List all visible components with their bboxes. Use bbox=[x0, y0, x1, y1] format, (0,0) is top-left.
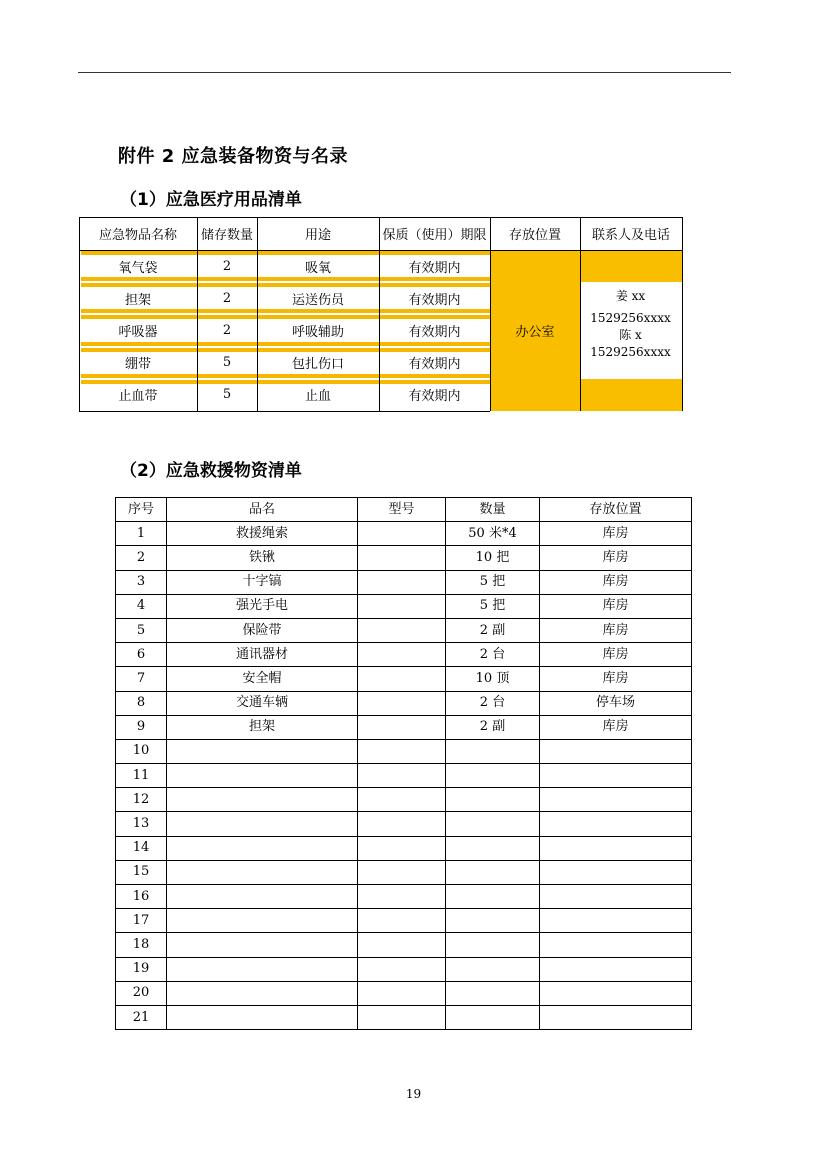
table-row bbox=[116, 957, 692, 981]
table2-cell bbox=[358, 739, 446, 763]
table1-header-cell: 联系人及电话 bbox=[591, 227, 670, 243]
table2-cell: 库房 bbox=[540, 594, 692, 618]
header-bottom-line bbox=[79, 250, 682, 251]
table2-cell bbox=[540, 788, 692, 812]
table1-cell: 吸氧 bbox=[304, 260, 331, 276]
table2-cell: 5 把 bbox=[446, 594, 540, 618]
table2-cell bbox=[358, 764, 446, 788]
table2-cell bbox=[358, 836, 446, 860]
table2-cell bbox=[446, 1005, 540, 1029]
table2-cell bbox=[446, 957, 540, 981]
table2-cell: 强光手电 bbox=[167, 594, 358, 618]
table2-cell: 8 bbox=[116, 691, 167, 715]
table1-header-cell: 保质（使用）期限 bbox=[382, 227, 487, 243]
table2-cell: 4 bbox=[116, 594, 167, 618]
table-row bbox=[116, 933, 692, 957]
table2-cell bbox=[167, 981, 358, 1005]
header-top-line bbox=[79, 217, 682, 218]
table2-cell: 停车场 bbox=[540, 691, 692, 715]
table2-cell: 存放位置 bbox=[540, 498, 692, 522]
table2-cell: 12 bbox=[116, 788, 167, 812]
table-row bbox=[116, 788, 692, 812]
table2-cell: 通讯器材 bbox=[167, 643, 358, 667]
table2-cell bbox=[540, 981, 692, 1005]
table1-cell: 绷带 bbox=[124, 357, 151, 373]
section1-heading: （1）应急医疗用品清单 bbox=[120, 190, 302, 210]
table2-cell: 库房 bbox=[540, 643, 692, 667]
table2-cell: 5 bbox=[116, 618, 167, 642]
table1-cell: 有效期内 bbox=[408, 389, 461, 405]
table2-cell: 库房 bbox=[540, 715, 692, 739]
table2-cell bbox=[358, 957, 446, 981]
table2-cell bbox=[358, 618, 446, 642]
table2-cell: 14 bbox=[116, 836, 167, 860]
table2-cell bbox=[358, 909, 446, 933]
table2-cell: 7 bbox=[116, 667, 167, 691]
table1-cell: 5 bbox=[222, 387, 232, 403]
table2-cell: 10 顶 bbox=[446, 667, 540, 691]
table2-cell bbox=[540, 860, 692, 884]
table2-cell: 21 bbox=[116, 1005, 167, 1029]
table2-cell: 2 bbox=[116, 546, 167, 570]
table2-cell bbox=[540, 836, 692, 860]
table2-cell bbox=[167, 1005, 358, 1029]
table1-header-cell: 用途 bbox=[304, 227, 331, 243]
contact-line: 陈 x bbox=[619, 328, 642, 343]
table2-cell: 交通车辆 bbox=[167, 691, 358, 715]
table-bottom-line bbox=[79, 411, 490, 412]
contact-cell-bg-bottom bbox=[580, 379, 682, 411]
table2-cell bbox=[358, 885, 446, 909]
contact-line: 1529256xxxx bbox=[590, 345, 671, 360]
table-row bbox=[116, 909, 692, 933]
table2-cell: 50 米*4 bbox=[446, 522, 540, 546]
table1-header-cell: 储存数量 bbox=[200, 227, 253, 243]
table2-cell bbox=[446, 739, 540, 763]
table2-cell bbox=[167, 957, 358, 981]
table-row bbox=[116, 594, 692, 618]
table2-cell bbox=[540, 885, 692, 909]
contact-cell-bg-top bbox=[580, 250, 682, 282]
table2-cell: 13 bbox=[116, 812, 167, 836]
table2-cell: 型号 bbox=[358, 498, 446, 522]
table-row bbox=[116, 667, 692, 691]
table2-cell: 9 bbox=[116, 715, 167, 739]
table2-cell bbox=[358, 981, 446, 1005]
table1-cell: 运送伤员 bbox=[291, 292, 344, 308]
table2-cell: 品名 bbox=[167, 498, 358, 522]
table2-cell: 担架 bbox=[167, 715, 358, 739]
table2-cell bbox=[167, 788, 358, 812]
table2-cell: 2 副 bbox=[446, 715, 540, 739]
table2-header-row bbox=[116, 498, 692, 522]
table2-cell: 2 台 bbox=[446, 691, 540, 715]
table2-cell: 2 台 bbox=[446, 643, 540, 667]
table2-cell bbox=[358, 1005, 446, 1029]
table2-cell: 15 bbox=[116, 860, 167, 884]
table1-cell: 2 bbox=[222, 290, 232, 306]
table-row bbox=[116, 764, 692, 788]
table-row bbox=[116, 981, 692, 1005]
table2-cell: 10 bbox=[116, 739, 167, 763]
table2-cell bbox=[167, 836, 358, 860]
table2-cell bbox=[446, 836, 540, 860]
table2-cell: 5 把 bbox=[446, 570, 540, 594]
contact-line: 1529256xxxx bbox=[590, 311, 671, 326]
table2-cell bbox=[358, 788, 446, 812]
table1-cell: 有效期内 bbox=[408, 324, 461, 340]
table2-cell bbox=[540, 764, 692, 788]
table2-cell bbox=[446, 909, 540, 933]
table2-cell bbox=[358, 812, 446, 836]
table2-cell bbox=[446, 885, 540, 909]
table2-cell: 保险带 bbox=[167, 618, 358, 642]
table-row bbox=[116, 715, 692, 739]
table2-cell: 库房 bbox=[540, 522, 692, 546]
table2-cell bbox=[358, 691, 446, 715]
table2-cell: 十字镐 bbox=[167, 570, 358, 594]
table2-cell bbox=[446, 788, 540, 812]
table2-cell: 17 bbox=[116, 909, 167, 933]
table-row bbox=[116, 739, 692, 763]
rescue-supplies-table bbox=[115, 497, 692, 1030]
table2-cell: 11 bbox=[116, 764, 167, 788]
table2-cell bbox=[358, 933, 446, 957]
table-row bbox=[116, 1005, 692, 1029]
table2-cell: 20 bbox=[116, 981, 167, 1005]
table2-cell bbox=[540, 812, 692, 836]
table2-cell: 库房 bbox=[540, 546, 692, 570]
table2-cell: 2 副 bbox=[446, 618, 540, 642]
table2-cell bbox=[446, 764, 540, 788]
table2-cell: 数量 bbox=[446, 498, 540, 522]
table2-cell bbox=[167, 860, 358, 884]
table2-cell bbox=[540, 909, 692, 933]
table2-cell bbox=[167, 739, 358, 763]
column-line bbox=[490, 217, 491, 411]
table2-cell bbox=[540, 1005, 692, 1029]
table2-cell bbox=[358, 643, 446, 667]
table2-cell: 19 bbox=[116, 957, 167, 981]
table2-cell bbox=[358, 522, 446, 546]
table1-cell: 2 bbox=[222, 322, 232, 338]
table1-cell: 止血带 bbox=[118, 389, 158, 405]
table-row bbox=[116, 570, 692, 594]
table2-cell: 救援绳索 bbox=[167, 522, 358, 546]
table2-cell bbox=[358, 570, 446, 594]
table-row bbox=[116, 860, 692, 884]
table2-cell bbox=[540, 933, 692, 957]
table2-cell: 库房 bbox=[540, 570, 692, 594]
table2-cell bbox=[167, 909, 358, 933]
table1-header-cell: 应急物品名称 bbox=[98, 227, 177, 243]
table1-cell: 5 bbox=[222, 355, 232, 371]
table2-cell bbox=[446, 933, 540, 957]
table-row bbox=[116, 546, 692, 570]
storage-location: 办公室 bbox=[515, 324, 555, 340]
table2-cell: 库房 bbox=[540, 667, 692, 691]
table2-cell bbox=[358, 594, 446, 618]
table1-cell: 氧气袋 bbox=[118, 260, 158, 276]
table1-cell: 有效期内 bbox=[408, 292, 461, 308]
contact-line: 姜 xx bbox=[615, 289, 646, 304]
table2-cell bbox=[540, 739, 692, 763]
table-row bbox=[116, 836, 692, 860]
table1-cell: 有效期内 bbox=[408, 260, 461, 276]
header-rule bbox=[78, 72, 731, 73]
table1-cell: 包扎伤口 bbox=[291, 357, 344, 373]
table2-cell: 6 bbox=[116, 643, 167, 667]
table2-cell bbox=[167, 764, 358, 788]
table1-cell: 有效期内 bbox=[408, 357, 461, 373]
table2-cell: 安全帽 bbox=[167, 667, 358, 691]
column-line bbox=[682, 217, 683, 411]
table2-cell: 库房 bbox=[540, 618, 692, 642]
table2-cell bbox=[358, 715, 446, 739]
table2-cell bbox=[167, 885, 358, 909]
table-row bbox=[116, 885, 692, 909]
table2-cell bbox=[358, 546, 446, 570]
table-row bbox=[116, 618, 692, 642]
table2-cell: 序号 bbox=[116, 498, 167, 522]
table2-cell bbox=[446, 860, 540, 884]
table2-cell: 18 bbox=[116, 933, 167, 957]
page-title: 附件 2 应急装备物资与名录 bbox=[118, 146, 349, 167]
table-row bbox=[116, 812, 692, 836]
table2-cell bbox=[540, 957, 692, 981]
table2-cell: 1 bbox=[116, 522, 167, 546]
table2-cell bbox=[358, 667, 446, 691]
table2-cell: 铁锹 bbox=[167, 546, 358, 570]
section2-heading: （2）应急救援物资清单 bbox=[120, 461, 302, 481]
table-row bbox=[116, 643, 692, 667]
table-row bbox=[116, 522, 692, 546]
table1-cell: 呼吸辅助 bbox=[291, 324, 344, 340]
table2-cell bbox=[358, 860, 446, 884]
table1-cell: 止血 bbox=[304, 389, 331, 405]
table2-cell: 16 bbox=[116, 885, 167, 909]
table2-cell bbox=[446, 981, 540, 1005]
table-row bbox=[116, 691, 692, 715]
table2-cell bbox=[167, 812, 358, 836]
table2-cell: 10 把 bbox=[446, 546, 540, 570]
table2-cell: 3 bbox=[116, 570, 167, 594]
table1-cell: 呼吸器 bbox=[118, 324, 158, 340]
table2-cell bbox=[167, 933, 358, 957]
table1-header-cell: 存放位置 bbox=[508, 227, 561, 243]
medical-supplies-table bbox=[79, 217, 682, 411]
contact-info bbox=[580, 288, 681, 361]
table1-cell: 担架 bbox=[124, 292, 151, 308]
table1-cell: 2 bbox=[222, 258, 232, 274]
page-number: 19 bbox=[405, 1087, 422, 1101]
table2-cell bbox=[446, 812, 540, 836]
